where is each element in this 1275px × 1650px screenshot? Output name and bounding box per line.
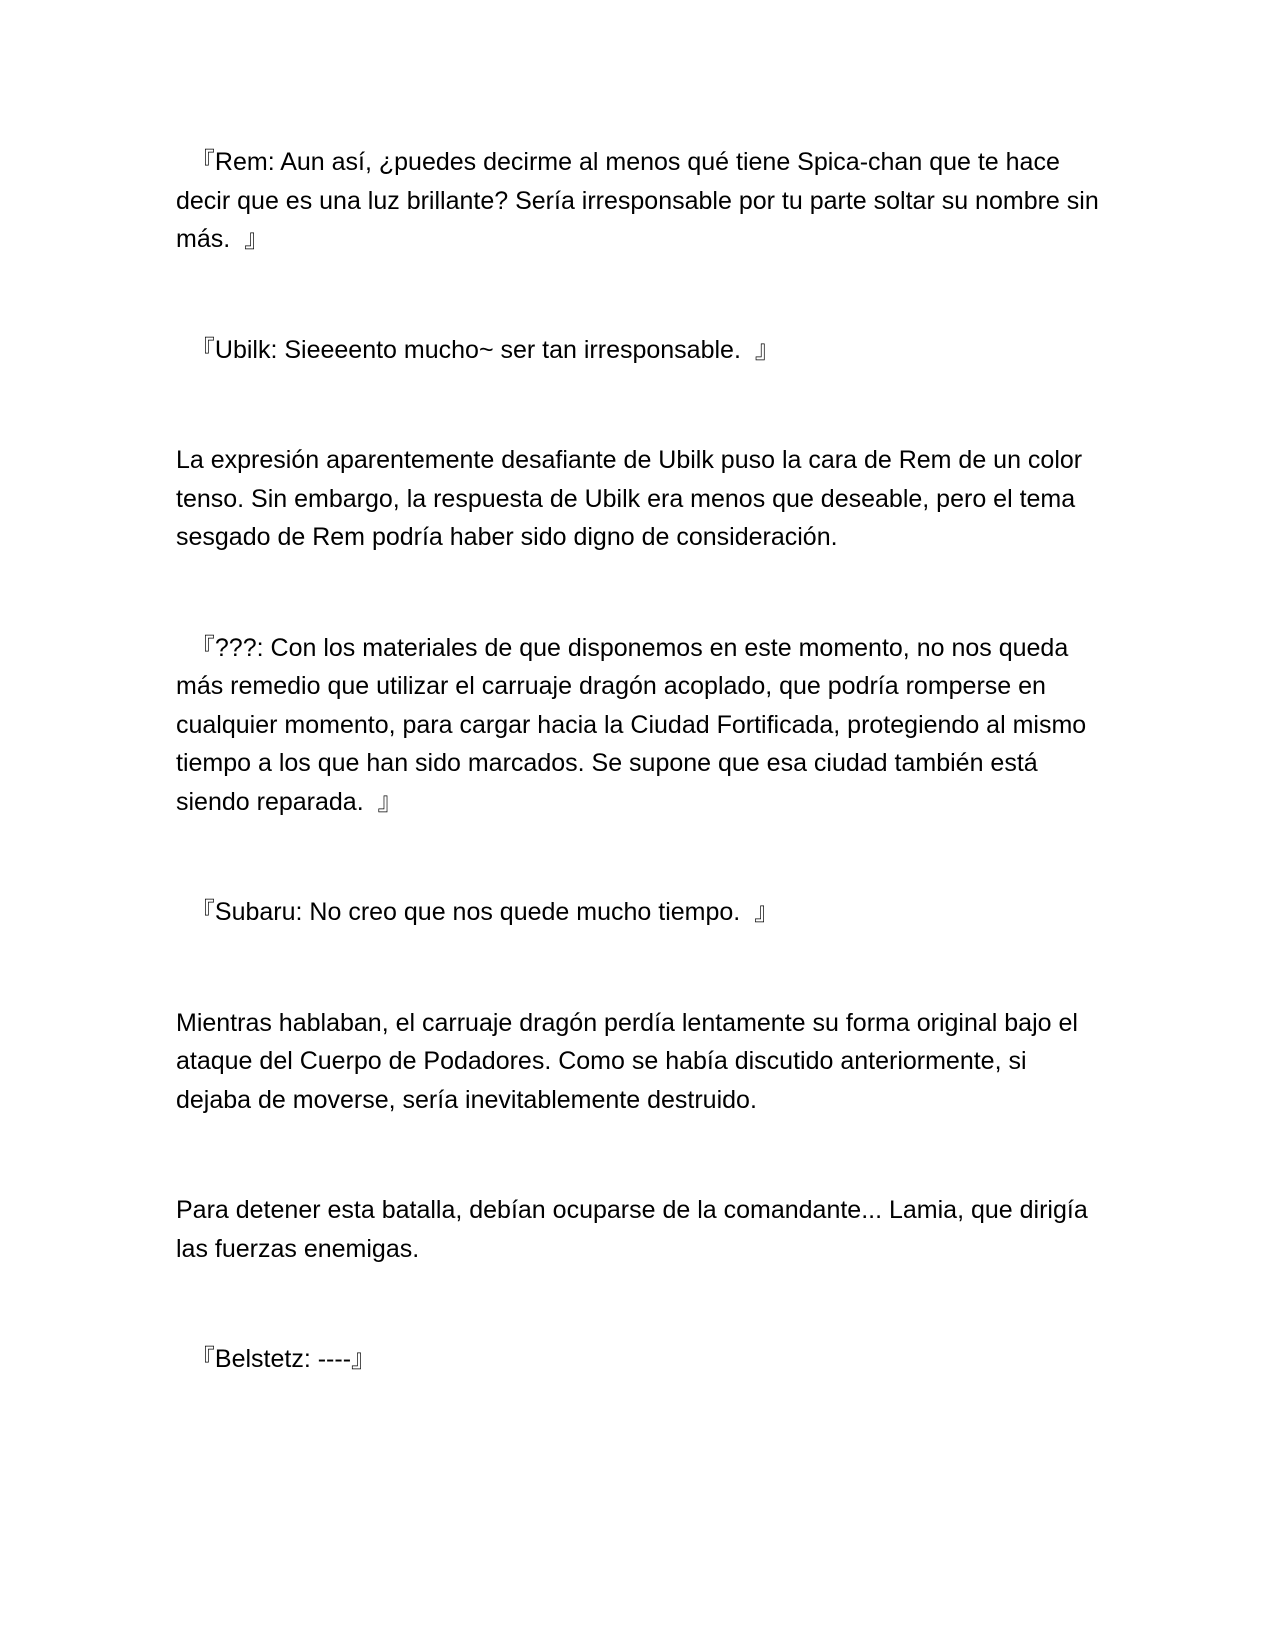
paragraph-subaru-dialog: 『Subaru: No creo que nos quede mucho tiempo. 』 xyxy=(176,898,780,926)
paragraph-narration-2: Mientras hablaban, el carruaje dragón perdía lentamente su forma original bajo el ataque del Cuerpo de Podadores. Como se había discutido anteriormente, si dejaba de moverse, sería inevitablemente destruido. xyxy=(176,1008,1085,1114)
paragraph-narration-1: La expresión aparentemente desafiante de Ubilk puso la cara de Rem de un color tenso. Sin embargo, la respuesta de Ubilk era menos que deseable, pero el tema sesgado de Rem podría haber sido digno de consideración. xyxy=(176,446,1090,551)
paragraph-belstetz-dialog: 『Belstetz: ----』 xyxy=(176,1345,377,1373)
document-body xyxy=(176,143,1106,1379)
paragraph-ubilk-dialog: 『Ubilk: Sieeeento mucho~ ser tan irresponsable. 』 xyxy=(176,335,780,364)
paragraph-unknown-dialog: 『???: Con los materiales de que disponemos en este momento, no nos queda más remedio que utilizar el carruaje dragón acoplado, que podría romperse en cualquier momento, para cargar hacia la Ciudad Fortificada, protegiendo al mismo tiempo a los que han sido marcados. Se supone que esa ciudad también está siendo reparada. 』 xyxy=(176,633,1094,816)
paragraph-rem-dialog: 『Rem: Aun así, ¿puedes decirme al menos qué tiene Spica-chan que te hace decir que es una luz brillante? Sería irresponsable por tu parte soltar su nombre sin más. 』 xyxy=(176,148,1106,253)
paragraph-narration-3: Para detener esta batalla, debían ocuparse de la comandante... Lamia, que dirigía las fuerzas enemigas. xyxy=(176,1196,1095,1263)
